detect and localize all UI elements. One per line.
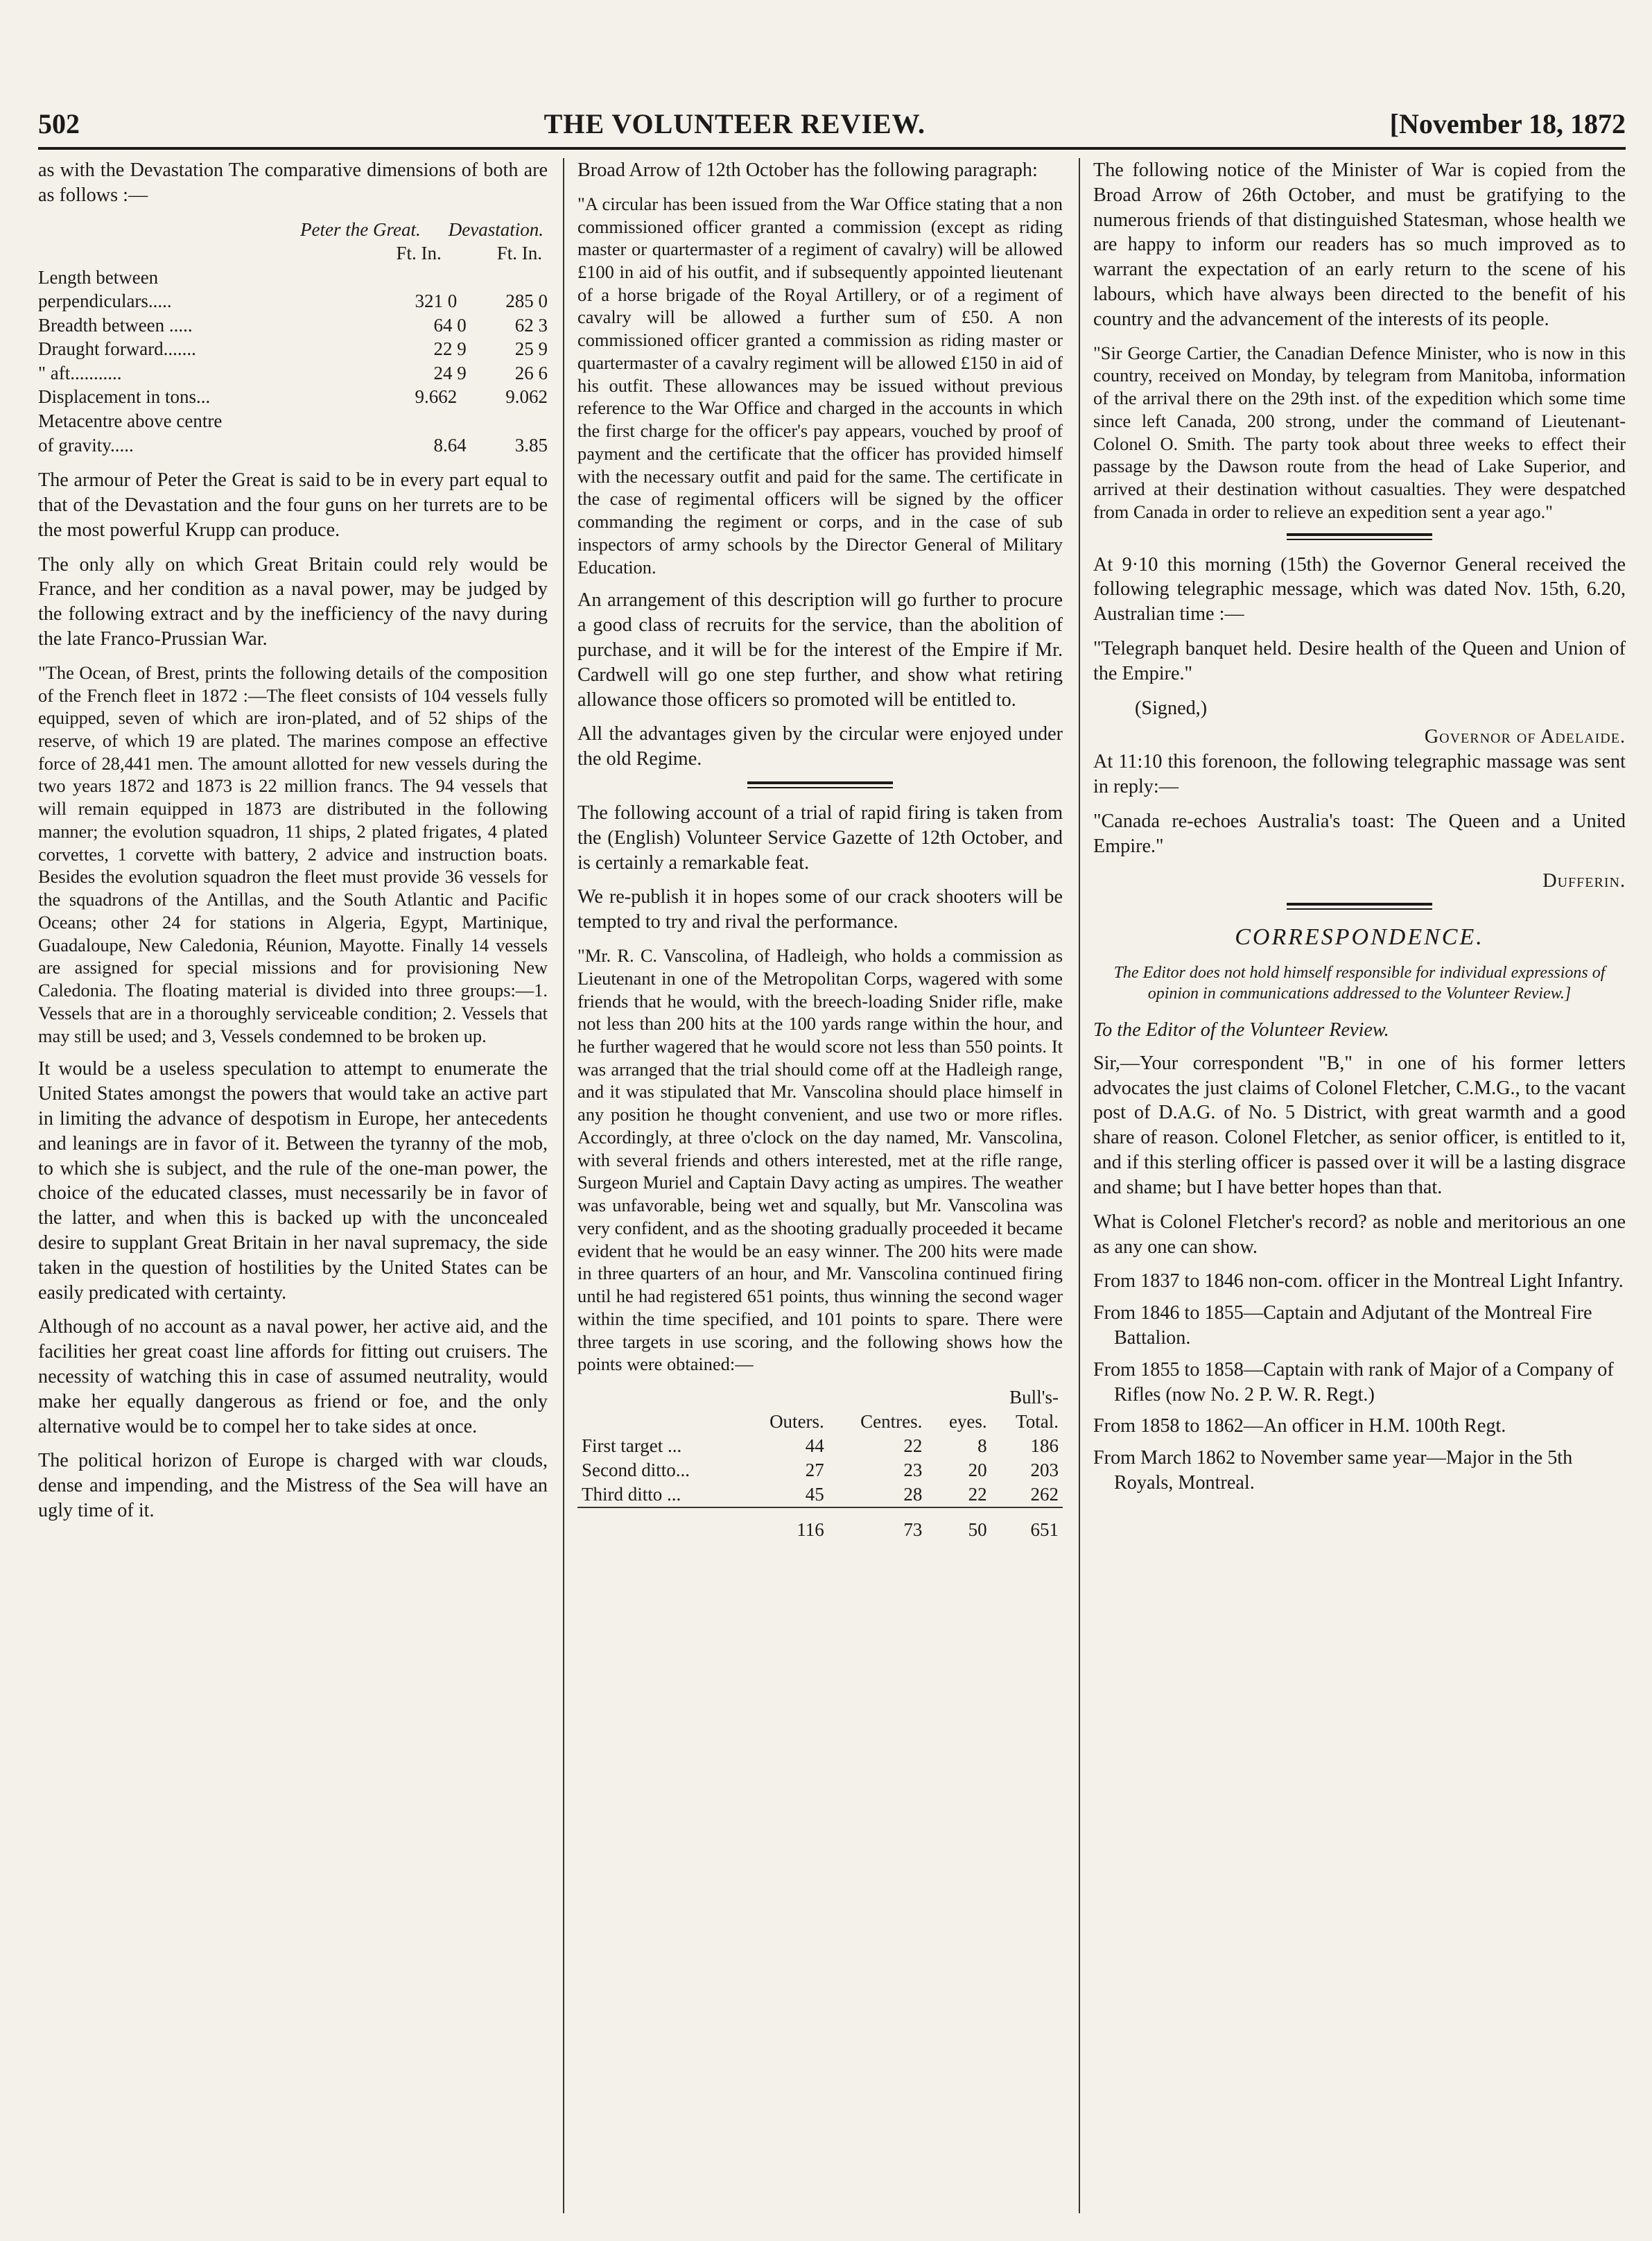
units-b: Ft. In. (496, 243, 542, 264)
broad-arrow-intro: Broad Arrow of 12th October has the following paragraph: (577, 159, 1038, 181)
score-total-cell: 116 (740, 1507, 828, 1542)
war-office-circular: "A circular has been issued from the War Office stating that a non commissioned officer granted a commission (except as riding master or quartermaster of a regiment of cavalry) will be allowed £100 in aid of his outfit, and if subsequently appointed lieutenant of a horse brigade of the Royal Artillery, or of a regiment of cavalry will be allowed a further sum of £50. A non commissioned officer granted a commission as riding master or quartermaster of a cavalry regiment will be allowed £150 in aid of his outfit. These allowances may be issued without previous reference to the War Office and charged in the accounts in which the first charge for the officer's pay appears, vouched by proof of payment and the certificate that the officer has provided himself with the necessary outfit and paid for the same. The certificate in the case of regimental officers will be signed by the officer commanding the regiment or corps, and in the case of sub inspectors of army schools by the Director General of Military Education. (577, 193, 1063, 578)
page-header (38, 104, 1626, 143)
header-rule (38, 147, 1626, 150)
dim-value-b: 285 0 (505, 291, 548, 312)
cartier-paragraph: "Sir George Cartier, the Canadian Defence Minister, who is now in this country, received on Monday, by telegram from Manitoba, information of the arrival there on the 29th inst. of the expedition which some time since left Canada, 200 strong, under the command of Lieutenant-Colonel O. Smith. The party took about three weeks to effect their passage by the Dawson route from the head of Lake Superior, and arrived at their destination without casualties. They were despatched from Canada in order to relieve an expedition sent a year ago." (1093, 342, 1626, 522)
dim-table-header (38, 218, 548, 242)
telegraph-intro: At 9·10 this morning (15th) the Governor General received the following telegraphic message, which was dated Nov. 15th, 6.20, Australian time :— (1093, 553, 1626, 625)
column-divider (1079, 158, 1080, 2213)
service-record-item: From 1858 to 1862—An officer in H.M. 100th Regt. (1093, 1415, 1506, 1437)
score-total-cell: 50 (926, 1507, 991, 1542)
naval-power-paragraph: Although of no account as a naval power, her active aid, and the facilities her great coast line affords for fitting out cruisers. The necessity of watching this in case of assumed neutrality, would make her equally dangerous as friend or foe, and the only alternative would be to compel her to take sides at once. (38, 1316, 548, 1437)
dim-value-b: 9.062 (505, 386, 548, 408)
score-header-cell: Outers. (770, 1411, 824, 1433)
dim-value-a: 8.64 (433, 434, 467, 456)
score-row (577, 1482, 1063, 1507)
score-cell: 23 (903, 1460, 923, 1481)
score-total-cell: 73 (828, 1507, 927, 1542)
signed-label: (Signed,) (1135, 697, 1208, 719)
page-number: 502 (38, 107, 80, 139)
governor-signature: Governor of Adelaide. (1424, 726, 1626, 748)
score-cell: 20 (968, 1460, 987, 1481)
score-cell: 44 (805, 1435, 824, 1457)
score-cell: First target ... (582, 1435, 682, 1457)
arrangement-paragraph: An arrangement of this description will go further to procure a good class of recruits for the service, than the abolition of purchase, and it will be for the interest of the Empire if Mr. Cardwell will go one step further, and show what retiring allowance those officers so promoted will be entitled to. (577, 589, 1063, 711)
ship-a-name: Peter the Great. (300, 218, 421, 240)
score-cell: Third ditto ... (582, 1484, 681, 1505)
score-cell: 28 (903, 1484, 923, 1505)
score-cell: 27 (805, 1460, 824, 1481)
score-cell: 262 (1030, 1484, 1059, 1505)
score-row (577, 1434, 1063, 1458)
score-cell: 203 (1030, 1460, 1059, 1481)
score-total-cell: 651 (991, 1507, 1063, 1542)
dim-value-a: 24 9 (433, 362, 467, 383)
dim-row (38, 385, 548, 409)
dim-label: Draught forward....... (38, 338, 196, 360)
political-horizon-paragraph: The political horizon of Europe is charged with war clouds, dense and impending, and the Mistress of the Sea will have an ugly time of it. (38, 1450, 548, 1522)
score-cell: Second ditto... (582, 1460, 690, 1481)
dim-row (38, 361, 548, 386)
dim-row (38, 433, 548, 458)
telegraph-message: "Telegraph banquet held. Desire health of the Queen and Union of the Empire." (1093, 638, 1626, 684)
dim-label: " aft........... (38, 362, 122, 383)
naval-comparison-intro: as with the Devastation The comparative dimensions of both are as follows :— (38, 159, 548, 206)
score-header-cell: Bull's- (1009, 1387, 1059, 1408)
letter-salutation: To the Editor of the Volunteer Review. (1093, 1019, 1389, 1041)
score-total-row (577, 1507, 1063, 1542)
score-header-top (577, 1385, 1063, 1410)
section-divider (1287, 533, 1432, 540)
dim-label: Breadth between ..... (38, 314, 193, 336)
editor-disclaimer: The Editor does not hold himself responsible for individual expressions of opinion in communications addressed to the Volunteer Review.] (1113, 964, 1606, 1003)
dim-value-b: 26 6 (514, 362, 548, 383)
dim-label: of gravity..... (38, 434, 134, 456)
score-cell: 22 (968, 1484, 987, 1505)
dim-value-a: 64 0 (433, 314, 467, 336)
score-header-cell: Centres. (860, 1411, 923, 1433)
score-cell: 45 (805, 1484, 824, 1505)
dim-label: perpendiculars..... (38, 291, 172, 312)
dim-value-a: 22 9 (433, 338, 467, 360)
publication-title: THE VOLUNTEER REVIEW. (544, 107, 926, 139)
fletcher-letter: Sir,—Your correspondent "B," in one of his former letters advocates the just claims of Colonel Fletcher, C.M.G., to the vacant post of D.A.G. of No. 5 District, with great warmth and a good share of reason. Colonel Fletcher, as senior officer, is entitled to it, and if this sterling officer is passed over it will be a lasting disgrace and shame; but I have better hopes than that. (1093, 1052, 1626, 1198)
old-regime-paragraph: All the advantages given by the circular were enjoyed under the old Regime. (577, 723, 1063, 770)
reply-message: "Canada re-echoes Australia's toast: The Queen and a United Empire." (1093, 810, 1626, 857)
dim-row (38, 289, 548, 313)
armour-paragraph: The armour of Peter the Great is said to be in every part equal to that of the Devastation and the four guns on her turrets are to be the most powerful Krupp can produce. (38, 469, 548, 541)
ship-dimensions-table (38, 218, 548, 457)
dim-value-a: 321 0 (415, 291, 458, 312)
score-cell: 22 (903, 1435, 923, 1457)
dim-label: Length between (38, 266, 159, 288)
reply-intro: At 11:10 this forenoon, the following telegraphic massage was sent in reply:— (1093, 751, 1626, 798)
dim-table-units (38, 241, 548, 266)
rapid-firing-intro: The following account of a trial of rapid firing is taken from the (English) Volunteer Service Gazette of 12th October, and is certainly a remarkable feat. (577, 802, 1063, 874)
score-header-cell (577, 1410, 740, 1434)
dim-row (38, 266, 548, 290)
issue-date: [November 18, 1872 (1389, 107, 1626, 139)
ally-paragraph: The only ally on which Great Britain could rely would be France, and her condition as a naval power, may be judged by the following extract and by the inefficiency of the navy during the late Franco-Prussian War. (38, 553, 548, 650)
score-cell: 8 (977, 1435, 987, 1457)
dim-value-b: 25 9 (514, 338, 548, 360)
dim-row (38, 337, 548, 361)
score-header-cell: eyes. (948, 1411, 987, 1433)
dim-value-b: 62 3 (514, 314, 548, 336)
dim-row (38, 313, 548, 338)
column-2 (577, 158, 1063, 2213)
french-fleet-paragraph: "The Ocean, of Brest, prints the following details of the composition of the French fleet in 1872 :—The fleet consists of 104 vessels fully equipped, seven of which are iron-plated, and of 52 ships of the reserve, of which 19 are plated. The marines compose an effective force of 28,441 men. The amount allotted for new vessels during the two years 1872 and 1873 is 22 million francs. The 94 vessels that will remain equipped in 1873 are distributed in the following manner; the evolution squadron, 11 ships, 2 plated frigates, 4 plated corvettes, 1 corvette with battery, 2 advice and instruction boats. Besides the evolution squadron the fleet must provide 36 vessels for the squadrons of the Antillas, and the South Atlantic and Pacific Oceans; other 24 for stations in Algeria, Egypt, Martinique, Guadaloupe, New Caledonia, Réunion, Mayotte. Finally 14 vessels are assigned for special missions and for provisioning New Caledonia. The floating material is divided into three groups:—1. Vessels that are in a thoroughly serviceable condition; 2. Vessels that may still be used; and 3, Vessels condemned to be broken up. (38, 661, 548, 1046)
fletcher-record-question: What is Colonel Fletcher's record? as noble and meritorious an one as any one can show. (1093, 1211, 1626, 1258)
service-record-item: From 1855 to 1858—Captain with rank of Major of a Company of Rifles (now No. 2 P. W. R. Regt.) (1093, 1358, 1614, 1405)
service-record-item: From 1837 to 1846 non-com. officer in the Montreal Light Infantry. (1093, 1270, 1624, 1292)
dim-value-a: 9.662 (415, 386, 458, 408)
column-1 (38, 158, 548, 2213)
united-states-paragraph: It would be a useless speculation to attempt to enumerate the United States amongst the powers that would take an active part in limiting the advance of despotism in Europe, her antecedents and leanings are in favor of it. Between the tyranny of the mob, to which she is subject, and the rule of the one-man power, the choice of the educated classes, must necessarily be in favor of the latter, and when this is backed up with the unconcealed desire to supplant Great Britain in her naval supremacy, the side taken in the question of hostilities by the United States can be easily predicated with certainty. (38, 1058, 548, 1304)
section-divider (747, 781, 893, 788)
vanscolina-account: "Mr. R. C. Vanscolina, of Hadleigh, who holds a commission as Lieutenant in one of the Metropolitan Corps, wagered with some friends that he would, with the breech-loading Snider rifle, make not less than 200 hits at the 100 yards range within the hour, and he further wagered that he would score not less than 550 points. It was arranged that the trial should come off at the Hadleigh range, and it was stipulated that Mr. Vanscolina should place himself in any position he thought convenient, and use two or more rifles. Accordingly, at three o'clock on the day named, Mr. Vanscolina, with several friends and others interested, met at the rifle range, Surgeon Muriel and Captain Davy acting as umpires. The weather was unfavorable, being wet and squally, but Mr. Vanscolina was very confident, and as the shooting gradually proceeded it became evident that he would be an easy winner. The 200 hits were made in three quarters of an hour, and Mr. Vanscolina continued firing until he had registered 651 points, thus winning the second wager within the time specified, and 101 points to spare. There were three targets in use scoring, and the following shows how the points were obtained:— (577, 945, 1063, 1375)
units-a: Ft. In. (396, 243, 442, 264)
score-header-row (577, 1410, 1063, 1434)
service-record-item: From 1846 to 1855—Captain and Adjutant of the Montreal Fire Battalion. (1093, 1302, 1592, 1349)
score-row (577, 1458, 1063, 1482)
correspondence-heading: CORRESPONDENCE. (1235, 924, 1484, 951)
score-table (577, 1385, 1063, 1543)
column-3 (1093, 158, 1626, 2213)
score-header-cell: Total. (1016, 1411, 1059, 1433)
dim-label: Displacement in tons... (38, 386, 211, 408)
score-cell: 186 (1030, 1435, 1059, 1457)
dufferin-signature: Dufferin. (1542, 869, 1626, 892)
dim-label: Metacentre above centre (38, 410, 223, 431)
minister-notice: The following notice of the Minister of War is copied from the Broad Arrow of 26th October, and must be gratifying to the numerous friends of that distinguished Statesman, whose health we are happy to inform our readers has so much improved as to warrant the expectation of an early return to the scene of his labours, which have always been directed to the benefit of his country and the advancement of the interests of its people. (1093, 159, 1626, 330)
section-divider (1287, 903, 1432, 910)
column-divider (563, 158, 564, 2213)
dim-row (38, 409, 548, 433)
ship-b-name: Devastation. (448, 218, 544, 240)
score-total-cell (577, 1507, 740, 1542)
dim-value-b: 3.85 (514, 434, 548, 456)
republish-paragraph: We re-publish it in hopes some of our crack shooters will be tempted to try and rival the performance. (577, 886, 1063, 933)
service-record-item: From March 1862 to November same year—Major in the 5th Royals, Montreal. (1093, 1447, 1573, 1494)
